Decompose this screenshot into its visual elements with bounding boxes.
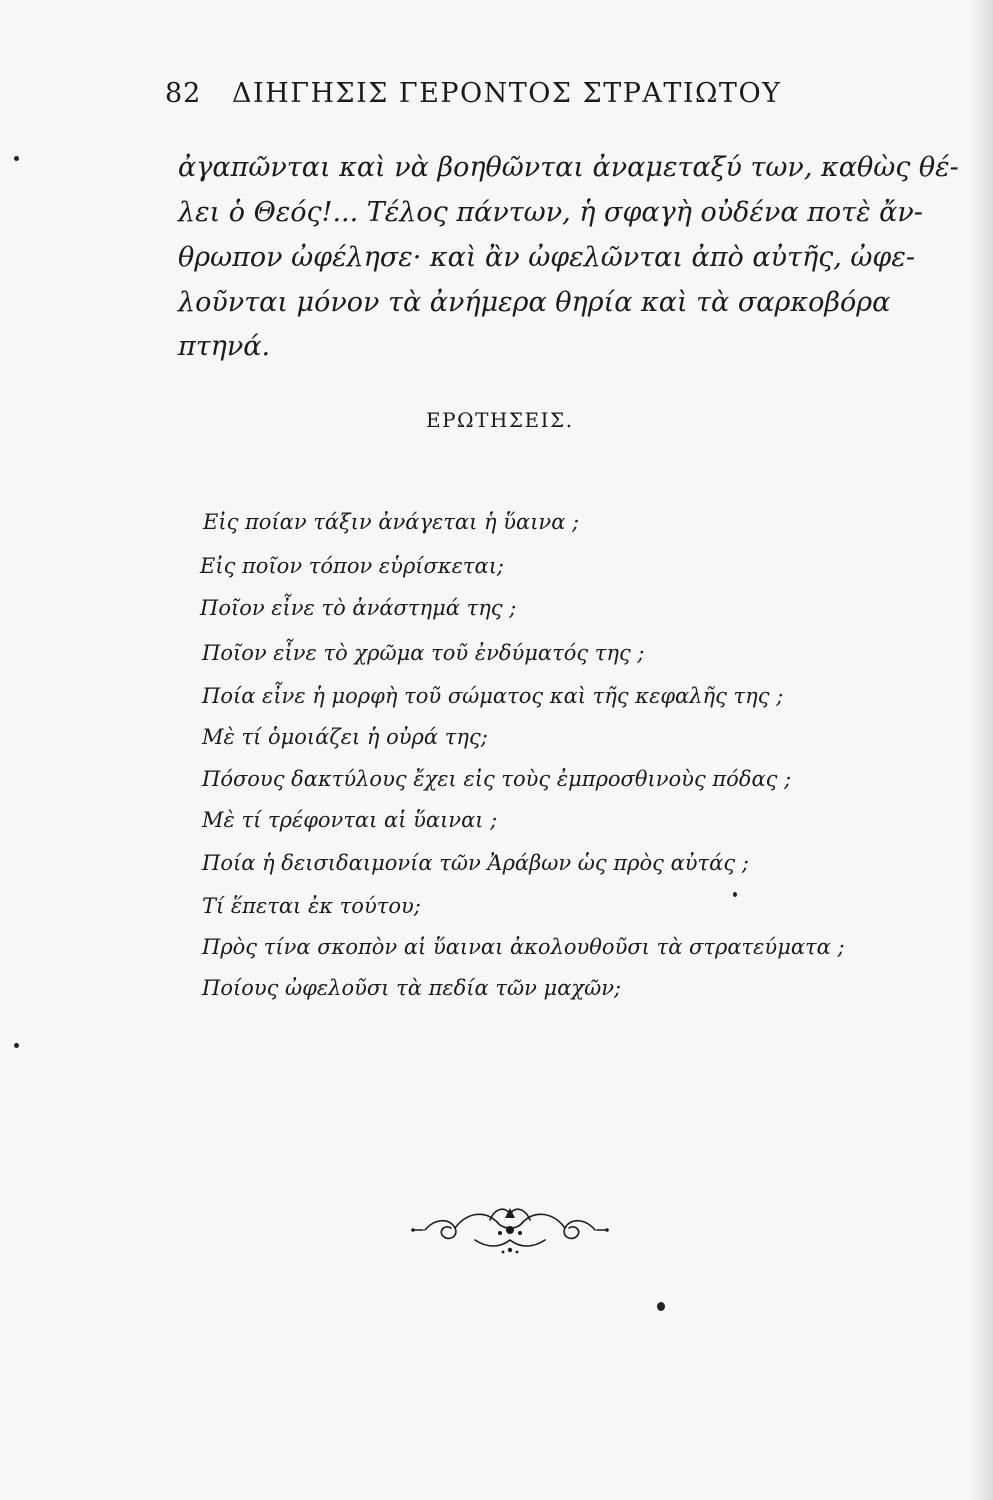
floral-scroll-ornament-icon (405, 1200, 615, 1260)
paragraph-line: λοῦνται μόνον τὰ ἀνήμερα θηρία καὶ τὰ σαρκοβόρα (178, 287, 891, 318)
paragraph-line: θρωπον ὠφέλησε· καὶ ἂν ὠφελῶνται ἀπὸ αὐτῆς, ὠφε- (178, 242, 915, 273)
ink-speck (657, 1302, 665, 1311)
question-item: Τί ἕπεται ἐκ τούτου; (202, 894, 421, 918)
question-item: Εἰς ποίαν τάξιν ἀνάγεται ἡ ὕαινα ; (203, 510, 580, 534)
question-item: Ποία ἡ δεισιδαιμονία τῶν Ἀράβων ὡς πρὸς αὐτάς ; (202, 851, 749, 875)
paragraph-line: ἀγαπῶνται καὶ νὰ βοηθῶνται ἀναμεταξύ των, καθὼς θέ- (178, 152, 959, 183)
question-item: Πόσους δακτύλους ἔχει εἰς τοὺς ἐμπροσθινοὺς πόδας ; (202, 767, 792, 791)
question-item: Πρὸς τίνα σκοπὸν αἱ ὕαιναι ἀκολουθοῦσι τὰ στρατεύματα ; (202, 935, 845, 959)
ink-speck (14, 156, 19, 161)
question-item: Ποῖον εἶνε τὸ χρῶμα τοῦ ἐνδύματός της ; (202, 641, 645, 665)
paragraph-line: πτηνά. (178, 331, 271, 362)
ink-speck (14, 1043, 19, 1048)
page-edge-shadow (969, 0, 993, 1500)
question-item: Ποία εἶνε ἡ μορφὴ τοῦ σώματος καὶ τῆς κεφαλῆς της ; (202, 684, 784, 708)
running-title: ΔΙΗΓΗΣΙΣ ΓΕΡΟΝΤΟΣ ΣΤΡΑΤΙΩΤΟΥ (232, 78, 782, 109)
page-number: 82 (165, 78, 202, 109)
question-item: Ποῖον εἶνε τὸ ἀνάστημά της ; (200, 596, 517, 620)
section-heading: ΕΡΩΤΗΣΕΙΣ. (426, 408, 574, 432)
ink-speck (733, 892, 737, 897)
question-item: Μὲ τί ὁμοιάζει ἡ οὐρά της; (202, 725, 488, 749)
question-item: Μὲ τί τρέφονται αἱ ὕαιναι ; (202, 808, 498, 832)
question-item: Ποίους ὠφελοῦσι τὰ πεδία τῶν μαχῶν; (202, 976, 622, 1000)
paragraph-line: λει ὁ Θεός!... Τέλος πάντων, ἡ σφαγὴ οὐδένα ποτὲ ἄν- (178, 197, 923, 228)
question-item: Εἰς ποῖον τόπον εὑρίσκεται; (200, 554, 505, 578)
running-header (165, 78, 805, 118)
